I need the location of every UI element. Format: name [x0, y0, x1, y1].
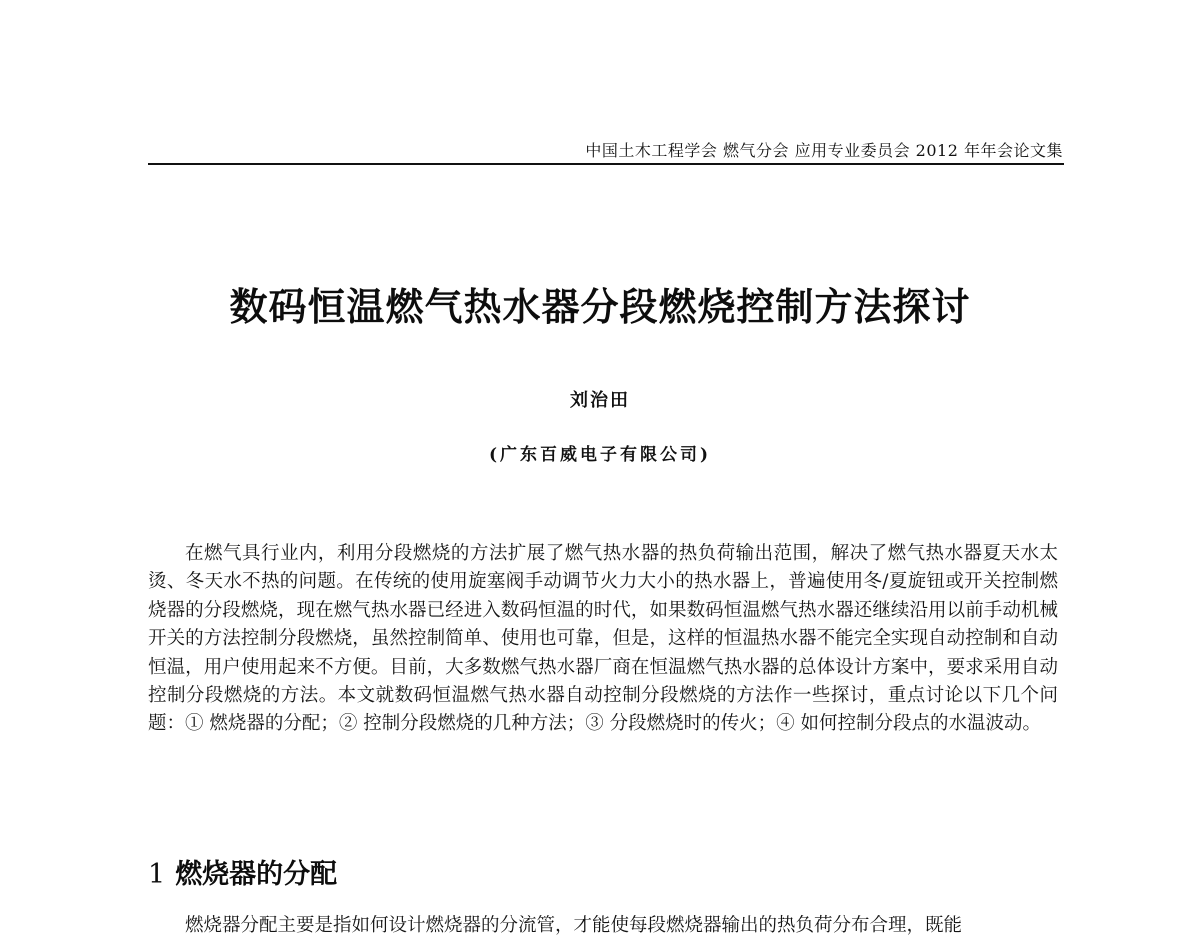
- section-body-paragraph: 燃烧器分配主要是指如何设计燃烧器的分流管，才能使每段燃烧器输出的热负荷分布合理，既能: [185, 915, 963, 936]
- author-affiliation: (广东百威电子有限公司): [488, 445, 712, 465]
- section-heading: [148, 852, 337, 891]
- section-number: 1: [148, 859, 166, 890]
- header-rule: [148, 163, 1064, 165]
- author-name: 刘治田: [570, 390, 630, 411]
- paper-title: 数码恒温燃气热水器分段燃烧控制方法探讨: [229, 285, 971, 329]
- intro-paragraph: 在燃气具行业内，利用分段燃烧的方法扩展了燃气热水器的热负荷输出范围，解决了燃气热水器夏天水太烫、冬天水不热的问题。在传统的使用旋塞阀手动调节火力大小的热水器上，普遍使用冬/夏旋钮或开关控制燃烧器的分段燃烧，现在燃气热水器已经进入数码恒温的时代，如果数码恒温燃气热水器还继续沿用以前手动机械开关的方法控制分段燃烧，虽然控制简单、使用也可靠，但是，这样的恒温热水器不能完全实现自动控制和自动恒温，用户使用起来不方便。目前，大多数燃气热水器厂商在恒温燃气热水器的总体设计方案中，要求采用自动控制分段燃烧的方法。本文就数码恒温燃气热水器自动控制分段燃烧的方法作一些探讨，重点讨论以下几个问题：① 燃烧器的分配；② 控制分段燃烧的几种方法；③ 分段燃烧时的传火；④ 如何控制分段点的水温波动。: [148, 543, 1058, 735]
- running-header: 中国土木工程学会 燃气分会 应用专业委员会 2012 年年会论文集: [585, 141, 1063, 160]
- section-title: 燃烧器的分配: [175, 859, 338, 890]
